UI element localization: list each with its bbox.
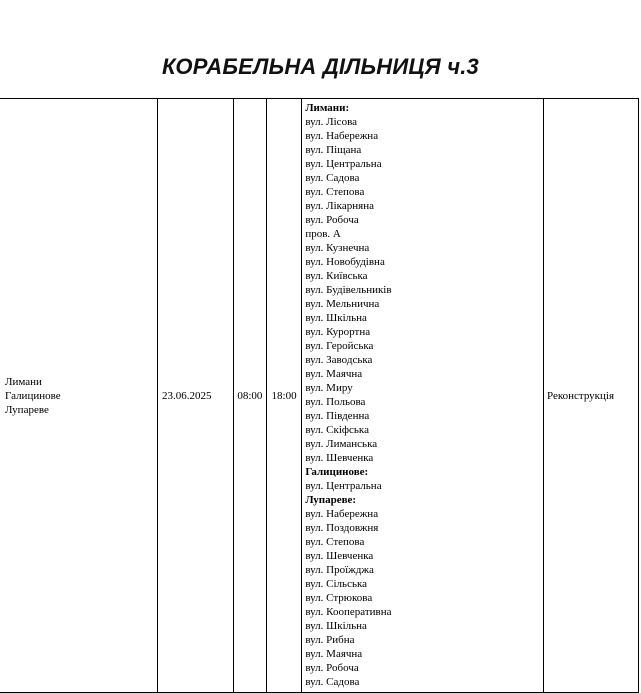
street-item: вул. Поздовжня <box>305 522 379 534</box>
street-item: вул. Геройська <box>305 340 374 352</box>
street-item: вул. Шевченка <box>305 550 374 562</box>
street-item: вул. Мельнична <box>305 298 380 310</box>
start-time-cell: 08:00 <box>234 99 267 693</box>
locality-heading: Галицинове: <box>305 466 369 478</box>
street-item: вул. Шкільна <box>305 620 367 632</box>
reason-cell: Реконструкція <box>543 99 638 693</box>
street-item: вул. Курортна <box>305 326 371 338</box>
locality-name: Лупареве <box>5 403 49 416</box>
street-item: вул. Будівельників <box>305 284 392 296</box>
street-item: вул. Робоча <box>305 214 359 226</box>
end-time-cell: 18:00 <box>266 99 302 693</box>
street-item: вул. Проїжджа <box>305 564 374 576</box>
street-item: вул. Лиманська <box>305 438 378 450</box>
street-item: вул. Центральна <box>305 480 382 492</box>
street-item: вул. Київська <box>305 270 368 282</box>
street-item: вул. Центральна <box>305 158 382 170</box>
streets-cell <box>302 99 544 693</box>
street-item: вул. Кузнечна <box>305 242 370 254</box>
street-item: вул. Садова <box>305 676 360 688</box>
street-item: вул. Лісова <box>305 116 357 128</box>
street-item: вул. Шевченка <box>305 452 374 464</box>
street-item: вул. Новобудівна <box>305 256 385 268</box>
locality-name: Галицинове <box>5 389 61 402</box>
street-item: вул. Лікарняна <box>305 200 374 212</box>
street-item: вул. Скіфська <box>305 424 369 436</box>
street-item: вул. Степова <box>305 186 365 198</box>
locality-name: Лимани <box>5 375 42 388</box>
street-item: вул. Миру <box>305 382 353 394</box>
street-item: вул. Піщана <box>305 144 362 156</box>
street-item: вул. Стрюкова <box>305 592 373 604</box>
street-item: вул. Садова <box>305 172 360 184</box>
locality-heading: Лимани: <box>305 102 350 114</box>
outage-table <box>0 98 639 693</box>
street-item: вул. Заводська <box>305 354 373 366</box>
street-item: вул. Рибна <box>305 634 355 646</box>
table-row <box>0 99 639 693</box>
street-item: вул. Південна <box>305 410 370 422</box>
street-item: вул. Сільська <box>305 578 368 590</box>
localities-cell <box>0 99 157 693</box>
street-item: пров. А <box>305 228 341 240</box>
street-item: вул. Польова <box>305 396 366 408</box>
street-item: вул. Набережна <box>305 508 379 520</box>
street-item: вул. Маячна <box>305 648 363 660</box>
street-item: вул. Шкільна <box>305 312 367 324</box>
locality-heading: Лупареве: <box>305 494 357 506</box>
page-title: КОРАБЕЛЬНА ДІЛЬНИЦЯ ч.3 <box>162 54 479 79</box>
street-item: вул. Кооперативна <box>305 606 392 618</box>
street-item: вул. Набережна <box>305 130 379 142</box>
date-cell: 23.06.2025 <box>157 99 233 693</box>
street-item: вул. Маячна <box>305 368 363 380</box>
street-item: вул. Робоча <box>305 662 359 674</box>
street-list <box>305 99 543 692</box>
street-item: вул. Степова <box>305 536 365 548</box>
